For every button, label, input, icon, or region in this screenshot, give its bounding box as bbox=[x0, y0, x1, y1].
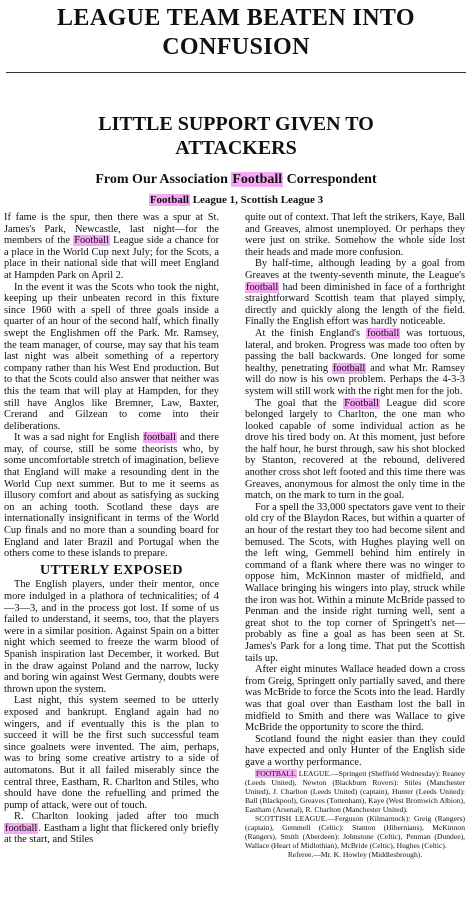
paragraph bbox=[245, 328, 465, 398]
search-highlight: football bbox=[367, 327, 400, 339]
byline-after: Correspondent bbox=[283, 172, 377, 187]
headline bbox=[0, 4, 472, 62]
left-column bbox=[4, 212, 219, 846]
search-highlight: Football bbox=[232, 172, 283, 187]
search-highlight: Football bbox=[344, 397, 379, 409]
subheadline bbox=[0, 112, 472, 160]
text: The goal that the bbox=[255, 397, 344, 409]
paragraph: Last night, this system seemed to be utterly exposed and bankrupt. England again had no wingers, and if eventually this is the plan to succeed it will be the first such successful team since goalnets were invented. The aim, perhaps, was to bring some creative artistry to a side of automatons. But it all failed miserably since the central three, Eastham, R. Charlton and Stiles, who should have done the refuelling and primed the pump of attack, were out of touch. bbox=[4, 695, 219, 811]
text: At the finish England's bbox=[255, 327, 366, 339]
text: If fame is the spur, then there was a spur at St. James's Park, Newcastle, last night—for the members of the bbox=[4, 212, 219, 247]
search-highlight: football bbox=[143, 432, 176, 444]
paragraph: For a spell the 33,000 spectators gave vent to their old cry of the Blaydon Races, but within a quarter of an hour of the restart they too had become silent and bemused. The Scots, with Hughes playing well on the left wing, Gemmell behind him entirely in command of a flank where there was no winger to oppose him, McKinnon master of midfield, and Wallace bringing his wingers into play, struck while the iron was hot. Within a minute McBride passed to Penman and the inside right turning well, sent a great shot to the top corner of Springett's net—probably as fine a goal as has been seen at St. James's Park for a long time. That put the Scottish tails up. bbox=[245, 501, 465, 664]
team-lineup-league bbox=[245, 769, 465, 814]
paragraph: Scotland found the night easier than they could have expected and only Hunter of the English side gave a worthy performance. bbox=[245, 733, 465, 768]
subheadline-line-2: ATTACKERS bbox=[175, 137, 297, 159]
paragraph bbox=[245, 258, 465, 328]
text: It was a sad night for English bbox=[14, 432, 143, 444]
byline bbox=[0, 171, 472, 189]
result-text: League 1, Scottish League 3 bbox=[189, 194, 324, 206]
text: and what Mr. Ramsey will do now is his own problem. Perhaps the 4-3-3 system will still work with the right men for the job. bbox=[245, 362, 465, 397]
paragraph bbox=[4, 811, 219, 846]
search-highlight: football bbox=[332, 362, 366, 374]
paragraph: The English players, under their mentor, once more indulged in a plathora of technicalities; of 4—3—3, and in the process got lost. If some of us failed to understand, it seems, too, that the players were in a similar position. Against Spain on a bitter night which seemed to freeze the warm blood of Spanish inspiration last December, it worked. But in the draw against Poland and the narrow, lucky and boring win against West Germany, doubts were thrown upon the system. bbox=[4, 579, 219, 695]
text: League side a chance for a place in the World Cup next July; for the Scots, a place in their national side that will meet England at Hampden Park on April 2. bbox=[4, 235, 219, 281]
text: had been diminished in face of a forthright straightforward Scottish team that played simply, directly and quickly along the length of the field. Finally the English effort was hardly noticeable. bbox=[245, 281, 465, 328]
divider-rule bbox=[6, 72, 466, 73]
paragraph bbox=[245, 398, 465, 502]
byline-before: From Our Association bbox=[95, 172, 232, 187]
headline-line-2: CONFUSION bbox=[162, 34, 310, 60]
paragraph: After eight minutes Wallace headed down a cross from Greig, Springett only partially saved, and there was McBride to force the Scots into the lead. Hardly was that goal over than Eastham lost the ball in midfield to Smith and there was Wallace to give McBride the opportunity to score the third. bbox=[245, 664, 465, 734]
search-highlight: football bbox=[5, 822, 38, 834]
section-heading: UTTERLY EXPOSED bbox=[39, 562, 183, 578]
team-lineup-scottish: SCOTTISH LEAGUE.—Ferguson (Kilmarnock): Greig (Rangers) (captain), Gemmell (Celtic): Stanton (Hibernians), McKinnon (Rangers), Smith (Aberdeen): Johnstone (Celtic), Penman (Dundee), Wallace (Heart of Midlothian), McBride (Celtic), Hughes (Celtic). bbox=[245, 813, 465, 850]
search-highlight: football bbox=[246, 281, 279, 293]
match-result bbox=[0, 193, 472, 207]
paragraph bbox=[4, 212, 219, 282]
paragraph bbox=[4, 432, 219, 560]
text: was tortuous, lateral, and broken. Progress was made too often by passing the ball backwards. One longed for some healthy, penetrating bbox=[245, 327, 465, 374]
text: and there may, of course, still be some theorists who, by some uncomfortable stretch of imagination, believe that England will make a resounding dent in the World Cup next summer. But to me it seems as illusory comfort and about as satisfying as sucking on an aching tooth. Scotland these days are internationally insignificant in terms of the World Cup finals and no more than a sounding board for England and later Brazil and Portugal when the others come to these islands to prepare. bbox=[4, 432, 219, 560]
search-highlight: FOOTBALL bbox=[256, 768, 296, 778]
text: LEAGUE.—Springett (Sheffield Wednesday): Reaney (Leeds United), Newton (Blackburn Rovers): Stiles (Manchester United), J. Charlton (Leeds United) (captain), Hunter (Leeds United): Ball (Blackpool), Greaves (Tottenham), Kaye (West Bromwich Albion), Eastham (Arsenal), R. Charlton (Manchester United). bbox=[245, 768, 465, 814]
paragraph: quite out of context. That left the strikers, Kaye, Ball and Greaves, almost unemployed. Or perhaps they were just on strike. Somehow the whole side lost their heads and made more confusion. bbox=[245, 212, 465, 258]
right-column bbox=[245, 212, 465, 859]
search-highlight: Football bbox=[149, 194, 189, 206]
text: . Eastham a light that flickered only briefly at the start, and Stiles bbox=[4, 822, 219, 846]
referee-line: Referee.—Mr. K. Howley (Middlesbrough). bbox=[287, 849, 423, 859]
text: League did score belonged largely to Charlton, the one man who looked capable of some individual action as he drove his tired body on. At this moment, just before the half hour, he burst through, saw his shot blocked by Stanton, recovered at the rebound, delivered another cross shot left footed and this time there was Greaves, anonymous for almost the only time in the match, on the mark to turn in the goal. bbox=[245, 397, 465, 502]
text: By half-time, although leading by a goal from Greaves at the twenty-seventh minute, the League's bbox=[245, 258, 465, 281]
text: R. Charlton looking jaded after too much bbox=[14, 811, 219, 823]
subheadline-line-1: LITTLE SUPPORT GIVEN TO bbox=[98, 113, 374, 135]
headline-line-1: LEAGUE TEAM BEATEN INTO bbox=[57, 5, 415, 31]
search-highlight: Football bbox=[74, 235, 109, 247]
paragraph: In the event it was the Scots who took the night, keeping up their unbeaten record in this fixture since 1960 with a spell of three goals inside a quarter of an hour of the second half, which finally swept the Englishmen off the Park. Mr. Ramsey, the team manager, of course, may say that his team last night was albeit something of a repertory company rather than his West End production. But to that the Scots could also answer that neither was this the team that will play at Hampden, for they still have Anglos like Bremner, Law, Baxter, Crerand and Gilzean to come into their deliberations. bbox=[4, 281, 219, 432]
